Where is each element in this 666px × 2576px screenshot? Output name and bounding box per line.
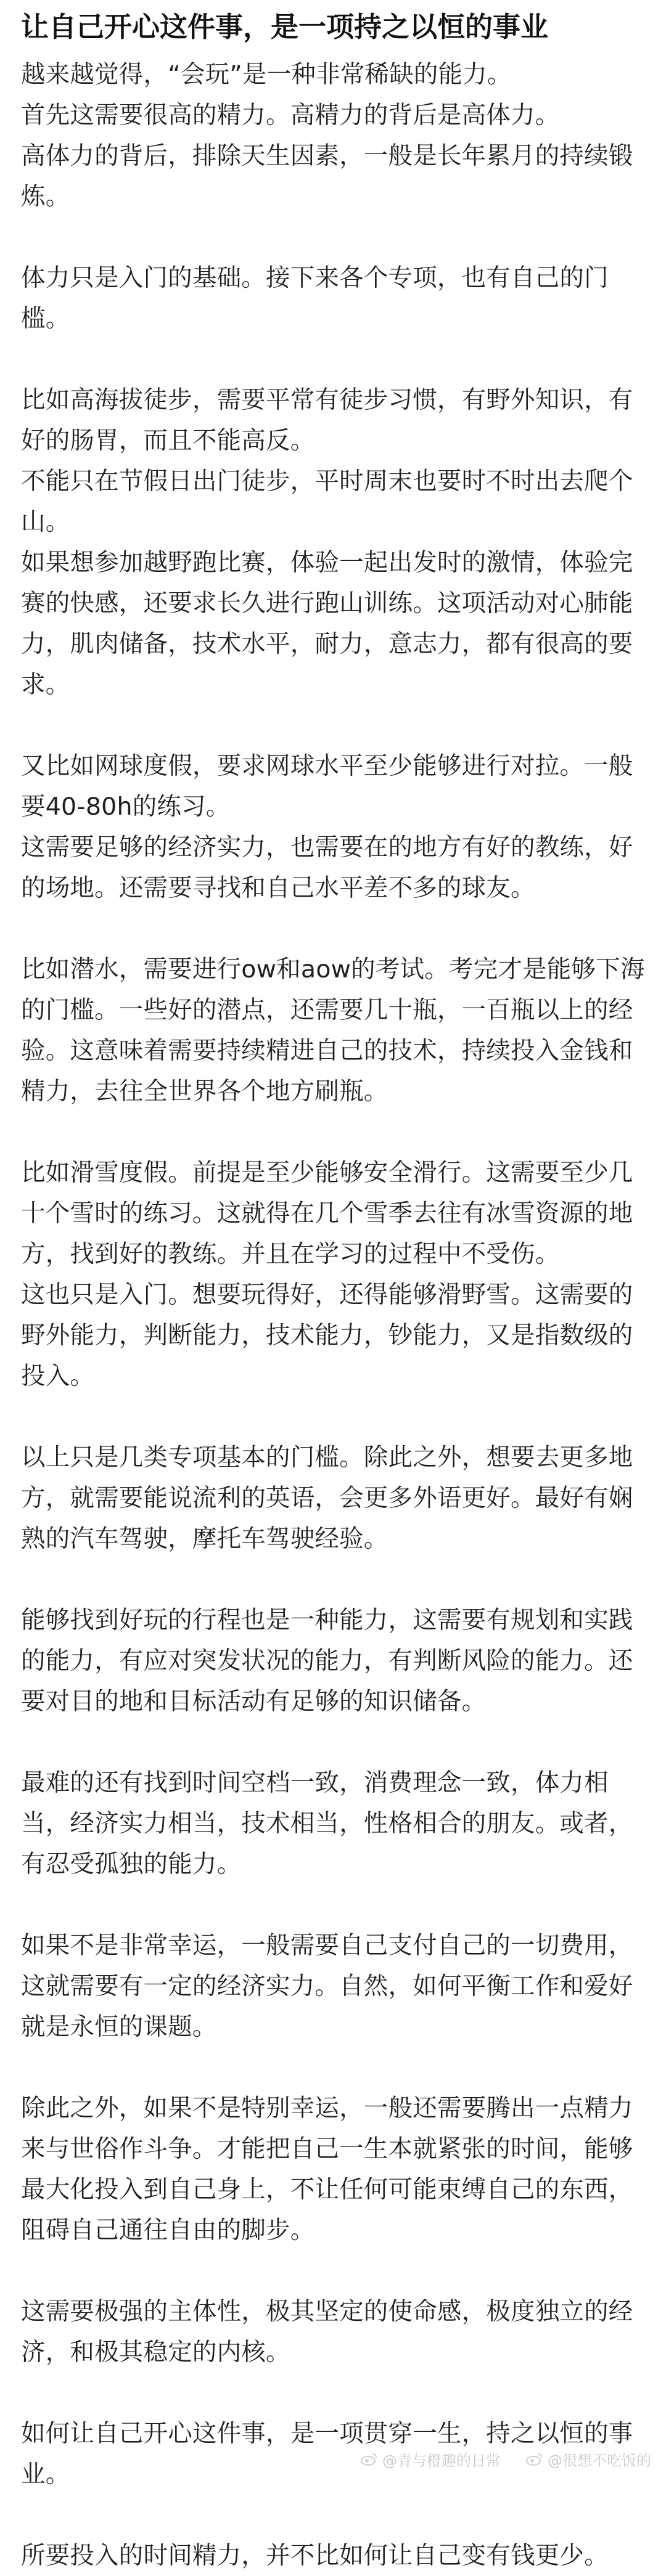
paragraph-gap (21, 217, 648, 258)
paragraph: 比如高海拔徒步，需要平常有徒步习惯，有野外知识，有好的肠胃，而且不能高反。 (21, 386, 633, 455)
watermark-2 (525, 2448, 651, 2470)
paragraph: 所要投入的时间精力，并不比如何让自己变有钱更少。 (21, 2541, 609, 2570)
watermark-1 (360, 2448, 501, 2470)
paragraph: 这需要足够的经济实力，也需要在的地方有好的教练，好的场地。还需要寻找和自己水平差不多的球友。 (21, 833, 633, 902)
paragraph-gap (21, 1112, 648, 1152)
paragraph-gap (21, 1722, 648, 1763)
paragraph: 如果不是非常幸运，一般需要自己支付自己的一切费用，这就需要有一定的经济实力。自然，如何平衡工作和爱好就是永恒的课题。 (21, 1931, 633, 2041)
paragraph: 不能只在节假日出门徒步，平时周末也要时不时出去爬个山。 (21, 467, 633, 536)
paragraph-gap (21, 339, 648, 380)
paragraph: 体力只是入门的基础。接下来各个专项，也有自己的门槛。 (21, 264, 609, 333)
paragraph: 首先这需要很高的精力。高精力的背后是高体力。 (21, 101, 560, 129)
paragraph: 如果想参加越野跑比赛，体验一起出发时的激情，体验完赛的快感，还要求长久进行跑山训练。这项活动对心肺能力，肌肉储备，技术水平，耐力，意志力，都有很高的要求。 (21, 548, 633, 699)
paragraph: 高体力的背后，排除天生因素，一般是长年累月的持续锻炼。 (21, 142, 633, 211)
article-body (21, 54, 648, 2576)
paragraph: 这也只是入门。想要玩得好，还得能够滑野雪。这需要的野外能力，判断能力，技术能力，钞能力，又是指数级的投入。 (21, 1281, 633, 1390)
paragraph-gap (21, 908, 648, 949)
article-title: 让自己开心这件事，是一项持之以恒的事业 (21, 10, 549, 43)
paragraph: 比如潜水，需要进行ow和aow的考试。考完才是能够下海的门槛。一些好的潜点，还需要几十瓶，一百瓶以上的经验。这意味着需要持续精进自己的技术，持续投入金钱和精力，去往全世界各个地方刷瓶。 (21, 955, 645, 1106)
paragraph-gap (21, 1885, 648, 1925)
paragraph-gap (21, 2047, 648, 2088)
paragraph: 以上只是几类专项基本的门槛。除此之外，想要去更多地方，就需要能说流利的英语，会更多外语更好。最好有娴熟的汽车驾驶，摩托车驾驶经验。 (21, 1443, 633, 1553)
paragraph: 越来越觉得，“会玩”是一种非常稀缺的能力。 (21, 60, 512, 89)
article (21, 0, 648, 2576)
watermark-text-1: @青与橙趣的日常 (382, 2452, 501, 2469)
paragraph: 能够找到好玩的行程也是一种能力，这需要有规划和实践的能力，有应对突发状况的能力，有判断风险的能力。还要对目的地和目标活动有足够的知识储备。 (21, 1606, 633, 1716)
paragraph-gap (21, 2251, 648, 2291)
paragraph: 除此之外，如果不是特别幸运，一般还需要腾出一点精力来与世俗作斗争。才能把自己一生本就紧张的时间，能够最大化投入到自己身上，不让任何可能束缚自己的东西，阻碍自己通往自由的脚步。 (21, 2094, 633, 2244)
paragraph-gap (21, 1559, 648, 1600)
paragraph-gap (21, 2373, 648, 2413)
watermark-text-2: @很想不吃饭的 (548, 2452, 651, 2469)
paragraph-gap (21, 1396, 648, 1437)
weibo-icon (525, 2452, 543, 2466)
weibo-icon (360, 2452, 377, 2466)
paragraph: 比如滑雪度假。前提是至少能够安全滑行。这需要至少几十个雪时的练习。这就得在几个雪季去往有冰雪资源的地方，找到好的教练。并且在学习的过程中不受伤。 (21, 1159, 633, 1268)
paragraph: 最难的还有找到时间空档一致，消费理念一致，体力相当，经济实力相当，技术相当，性格相合的朋友。或者，有忍受孤独的能力。 (21, 1769, 633, 1878)
paragraph: 又比如网球度假，要求网球水平至少能够进行对拉。一般要40-80h的练习。 (21, 752, 633, 821)
watermark-bar (0, 2440, 666, 2477)
paragraph-gap (21, 705, 648, 746)
paragraph-gap (21, 2495, 648, 2535)
paragraph: 这需要极强的主体性，极其坚定的使命感，极度独立的经济，和极其稳定的内核。 (21, 2297, 633, 2366)
paragraph: 如何让自己开心这件事，是一项贯穿一生，持之以恒的事业。 (21, 2419, 633, 2488)
